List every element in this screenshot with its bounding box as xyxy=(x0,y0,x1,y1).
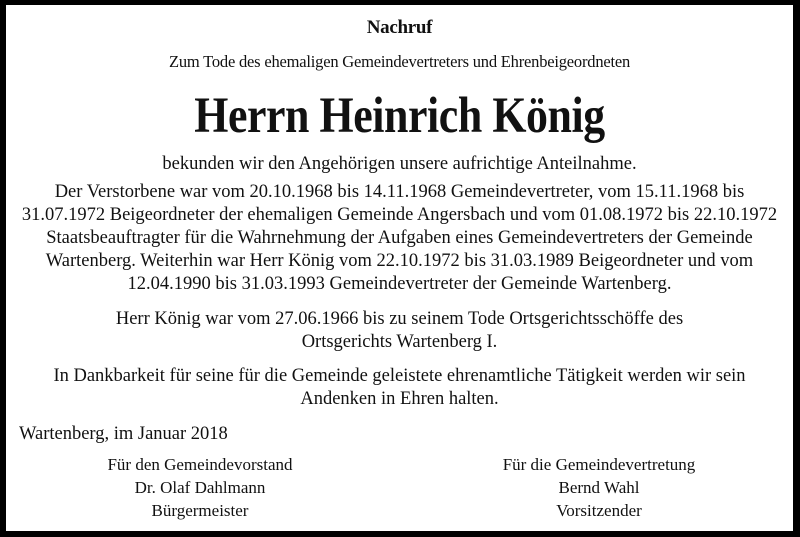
signature-role: Vorsitzender xyxy=(556,501,642,520)
signature-role: Bürgermeister xyxy=(151,501,249,520)
paragraph-line: Andenken in Ehren halten. xyxy=(300,389,499,409)
signature-body: Für den Gemeindevorstand xyxy=(107,455,293,474)
signature-body: Für die Gemeindevertretung xyxy=(502,455,696,474)
signature-name: Dr. Olaf Dahlmann xyxy=(134,478,266,497)
career-paragraph xyxy=(6,181,793,296)
deceased-name: Herrn Heinrich König xyxy=(194,88,605,144)
obituary-notice xyxy=(6,5,793,531)
signature-block-assembly xyxy=(449,453,749,522)
court-paragraph xyxy=(6,308,793,354)
paragraph-line: 12.04.1990 bis 31.03.1993 Gemeindevertreter der Gemeinde Wartenberg. xyxy=(127,274,672,294)
place-and-date: Wartenberg, im Januar 2018 xyxy=(19,424,228,444)
notice-title: Nachruf xyxy=(366,17,433,38)
paragraph-line: In Dankbarkeit für seine für die Gemeinde geleistete ehrenamtliche Tätigkeit werden wir sein xyxy=(53,366,746,386)
signature-block-council xyxy=(50,453,350,522)
paragraph-line: Der Verstorbene war vom 20.10.1968 bis 14.11.1968 Gemeindevertreter, vom 15.11.1968 bis xyxy=(54,182,745,202)
paragraph-line: 31.07.1972 Beigeordneter der ehemaligen Gemeinde Angersbach und vom 01.08.1972 bis 22.10.1972 xyxy=(21,205,778,225)
paragraph-line: Wartenberg. Weiterhin war Herr König vom 22.10.1972 bis 31.03.1989 Beigeordneter und vom xyxy=(45,251,754,271)
condolence-line: bekunden wir den Angehörigen unsere aufrichtige Anteilnahme. xyxy=(162,154,637,174)
signature-name: Bernd Wahl xyxy=(558,478,640,497)
paragraph-line: Ortsgerichts Wartenberg I. xyxy=(301,332,498,352)
gratitude-paragraph xyxy=(6,365,793,411)
paragraph-line: Staatsbeauftragter für die Wahrnehmung der Aufgaben eines Gemeindevertreters der Gemeinde xyxy=(46,228,753,248)
paragraph-line: Herr König war vom 27.06.1966 bis zu seinem Tode Ortsgerichtsschöffe des xyxy=(115,309,684,329)
notice-subtitle: Zum Tode des ehemaligen Gemeindevertreters und Ehrenbeigeordneten xyxy=(168,52,631,71)
